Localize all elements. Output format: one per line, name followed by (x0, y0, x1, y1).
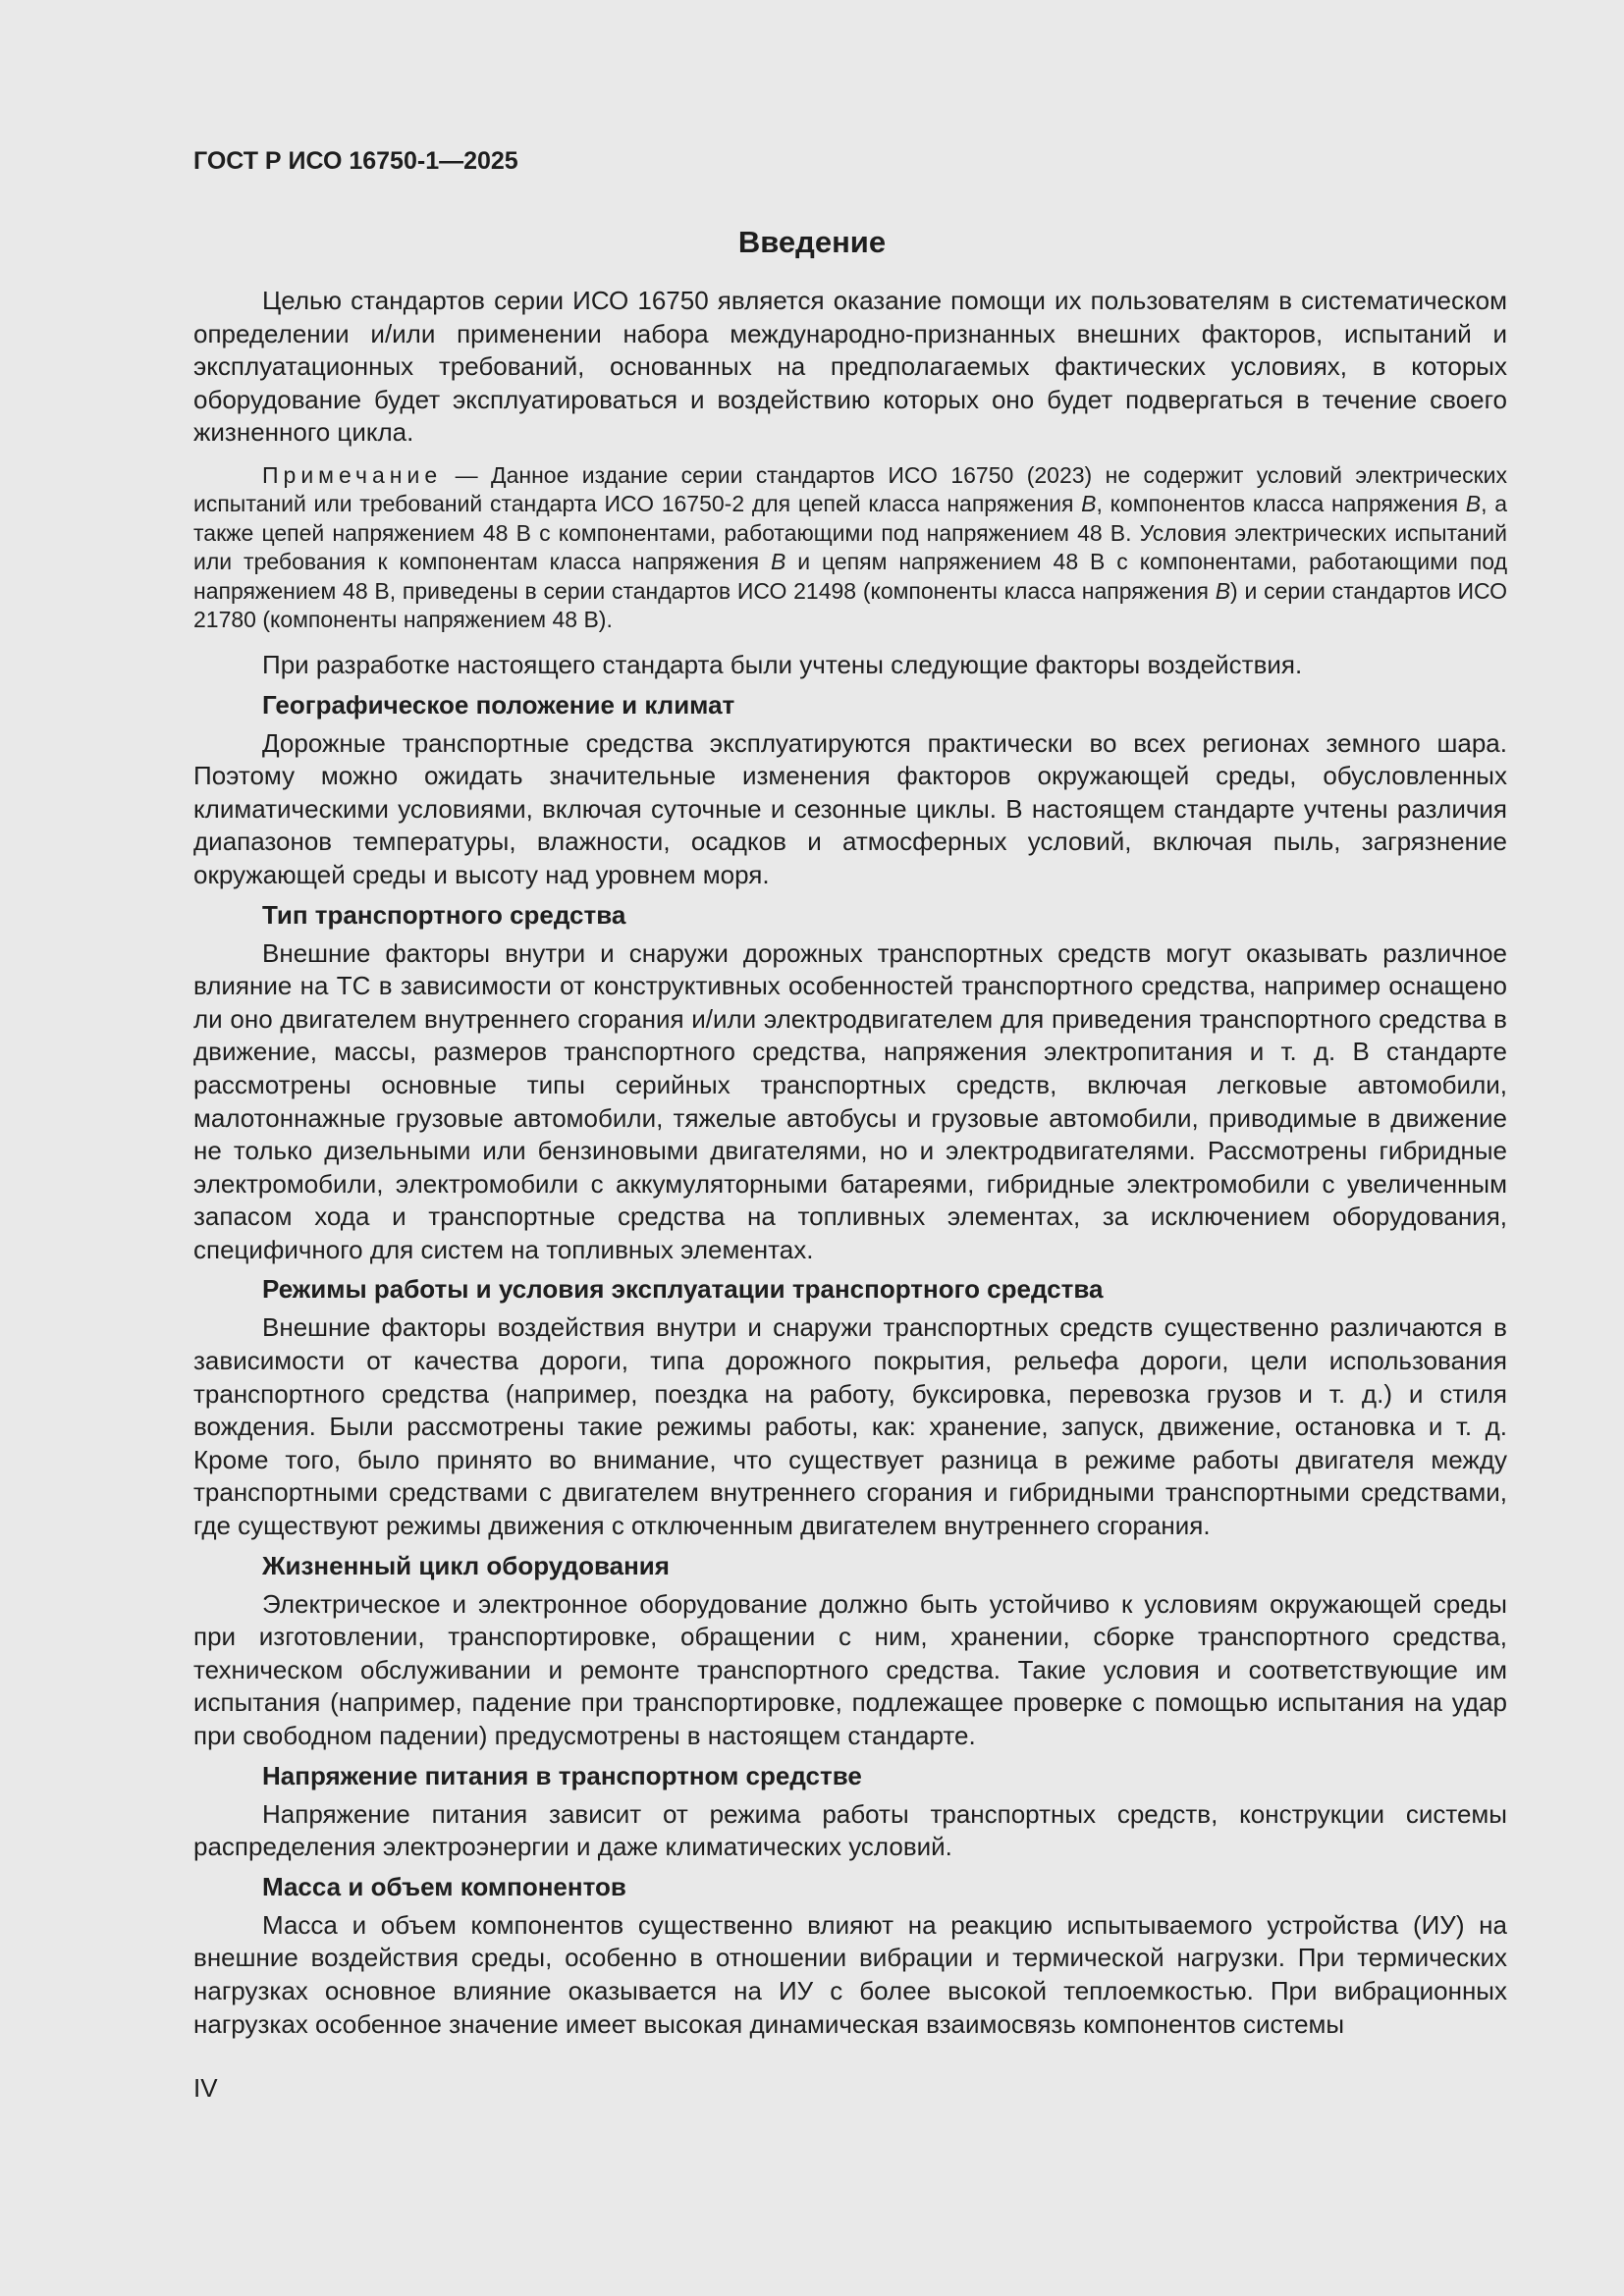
section-text-vehicle-type: Внешние факторы внутри и снаружи дорожных транспортных средств могут оказывать различное влияние на ТС в зависимости от конструктивных особенностей транспортного средства, например оснащено ли оно двигателем внутреннего сгорания и/или электродвигателем для приведения транспортного средства в движение, массы, размеров транспортного средства, напряжения электропитания и т. д. В стандарте рассмотрены основные типы серийных транспортных средств, включая легковые автомобили, малотоннажные грузовые автомобили, тяжелые автобусы и грузовые автомобили, приводимые в движение не только дизельными или бензиновыми двигателями, но и электродвигателями. Рассмотрены гибридные электромобили, электромобили с аккумуляторными батареями, гибридные электромобили с увеличенным запасом хода и транспортные средства на топливных элементах, за исключением оборудования, специфичного для систем на топливных элементах. (193, 937, 1507, 1264)
note-text: и цепям напряжением 48 В с компонентами, работающими под напряжением 48 В, приведены в серии стандартов ИСО 21498 (компоненты класса напряжения (193, 549, 1507, 604)
note-text: ) и серии стандартов ИСО 21780 (компоненты напряжением 48 В). (193, 577, 1507, 633)
section-text-mass-volume: Масса и объем компонентов существенно влияют на реакцию испытываемого устройства (ИУ) на внешние воздействия среды, особенно в отношении вибрации и термической нагрузки. При термических нагрузках основное влияние оказывается на ИУ с более высокой теплоемкостью. При вибрационных нагрузках особенное значение имеет высокая динамическая взаимосвязь компонентов системы (193, 1909, 1507, 2039)
section-text-operating-modes: Внешние факторы воздействия внутри и снаружи транспортных средств существенно различаются в зависимости от качества дороги, типа дорожного покрытия, рельефа дороги, цели использования транспортного средства (например, поездка на работу, буксировка, перевозка грузов и т. д.) и стиля вождения. Были рассмотрены такие режимы работы, как: хранение, запуск, движение, остановка и т. д. Кроме того, было принято во внимание, что существует разница в режиме работы двигателя между транспортными средствами с двигателем внутреннего сгорания и гибридными транспортными средствами, где существуют режимы движения с отключенным двигателем внутреннего сгорания. (193, 1312, 1507, 1541)
section-heading-supply-voltage: Напряжение питания в транспортном средстве (262, 1760, 862, 1790)
section-heading-equipment-lifecycle: Жизненный цикл оборудования (262, 1550, 670, 1580)
document-body (193, 285, 1507, 2041)
note-text: — Данное издание серии стандартов ИСО 16750 (2023) не содержит условий электрических испытаний или требований стандарта ИСО 16750-2 для цепей класса напряжения (193, 461, 1507, 517)
section-text-supply-voltage: Напряжение питания зависит от режима работы транспортных средств, конструкции системы распределения электроэнергии и даже климатических условий. (193, 1798, 1507, 1862)
voltage-class-symbol: B (1081, 491, 1097, 517)
section-text-geography: Дорожные транспортные средства эксплуатируются практически во всех регионах земного шара. Поэтому можно ожидать значительные изменения факторов окружающей среды, обусловленных климатическими условиями, включая суточные и сезонные циклы. В настоящем стандарте учтены различия диапазонов температуры, влажности, осадков и атмосферных условий, включая пыль, загрязнение окружающей среды и высоту над уровнем моря. (193, 727, 1507, 889)
page-number: IV (193, 2073, 218, 2103)
section-heading-geography: Географическое положение и климат (262, 689, 735, 720)
document-code-header: ГОСТ Р ИСО 16750-1—2025 (193, 147, 518, 175)
voltage-class-symbol: B (1465, 491, 1482, 517)
voltage-class-symbol: B (770, 549, 786, 575)
section-heading-operating-modes: Режимы работы и условия эксплуатации транспортного средства (262, 1274, 1104, 1305)
page-title: Введение (737, 225, 887, 259)
section-heading-mass-volume: Масса и объем компонентов (262, 1871, 626, 1901)
note-text: , а также цепей напряжением 48 В с компонентами, работающими под напряжением 48 В. Условия электрических испытаний или требования к компонентам класса напряжения (193, 491, 1508, 575)
voltage-class-symbol: B (1215, 577, 1231, 604)
intro-paragraph: Целью стандартов серии ИСО 16750 является оказание помощи их пользователям в систематическом определении и/или применении набора международно-признанных внешних факторов, испытаний и эксплуатационных требований, основанных на предполагаемых фактических условиях, в которых оборудование будет эксплуатироваться и воздействию которых оно будет подвергаться в течение своего жизненного цикла. (193, 286, 1507, 448)
note-text: , компонентов класса напряжения (1096, 491, 1466, 517)
factors-intro-paragraph: При разработке настоящего стандарта были учтены следующие факторы воздействия. (262, 649, 1303, 679)
note-label: Примечание (262, 461, 443, 488)
note-paragraph (193, 461, 1507, 635)
section-text-equipment-lifecycle: Электрическое и электронное оборудование должно быть устойчиво к условиям окружающей среды при изготовлении, транспортировке, обращении с ним, хранении, сборке транспортного средства, техническом обслуживании и ремонте транспортного средства. Такие условия и соответствующие им испытания (например, падение при транспортировке, подлежащее проверке с помощью испытания на удар при свободном падении) предусмотрены в настоящем стандарте. (193, 1588, 1507, 1750)
section-heading-vehicle-type: Тип транспортного средства (262, 899, 626, 930)
